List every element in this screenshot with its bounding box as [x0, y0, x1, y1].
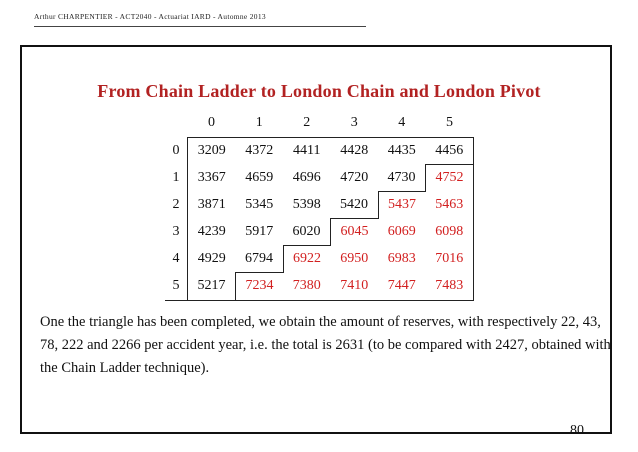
observed-cell: 4239 [197, 224, 226, 239]
predicted-cell: 5437 [388, 197, 416, 213]
observed-cell: 6020 [283, 219, 331, 246]
predicted-cell: 7016 [426, 246, 474, 273]
observed-cell: 4411 [283, 137, 331, 165]
row-label: 4 [165, 246, 188, 273]
corner-cell [165, 110, 188, 137]
observed-cell: 4929 [197, 251, 226, 266]
observed-cell: 4456 [426, 137, 474, 165]
column-header: 4 [398, 115, 406, 131]
table-row [165, 219, 474, 246]
header-rule [34, 26, 366, 27]
row-label: 1 [165, 165, 188, 192]
predicted-cell: 6045 [340, 224, 369, 240]
observed-cell: 5345 [245, 197, 274, 212]
running-header: Arthur CHARPENTIER - ACT2040 - Actuariat IARD - Automne 2013 [34, 12, 266, 21]
observed-cell: 4696 [292, 170, 321, 185]
observed-cell: 5217 [188, 273, 236, 301]
predicted-cell: 5463 [426, 192, 474, 219]
observed-cell: 4730 [378, 165, 426, 192]
row-label: 3 [165, 219, 188, 246]
table-row [165, 137, 474, 165]
observed-cell: 4372 [236, 137, 284, 165]
observed-cell: 4428 [331, 137, 379, 165]
table-header-row [165, 110, 474, 137]
column-header: 5 [446, 115, 453, 131]
column-header: 0 [208, 115, 215, 131]
column-header: 2 [303, 115, 311, 131]
loss-triangle [165, 110, 474, 301]
predicted-cell: 7380 [283, 273, 331, 301]
predicted-cell: 6098 [426, 219, 474, 246]
slide-title: From Chain Ladder to London Chain and London Pivot [97, 81, 541, 101]
observed-cell: 6794 [236, 246, 284, 273]
table-row [165, 192, 474, 219]
observed-cell: 5398 [292, 197, 321, 212]
table-row [165, 246, 474, 273]
triangle-body [165, 137, 474, 300]
observed-cell: 4435 [378, 137, 426, 165]
predicted-cell: 7410 [331, 273, 379, 301]
predicted-cell: 6983 [387, 251, 416, 266]
predicted-cell: 7234 [236, 273, 284, 301]
predicted-cell: 6922 [293, 251, 321, 267]
predicted-cell: 6069 [387, 224, 416, 239]
body-paragraph: One the triangle has been completed, we obtain the amount of reserves, with respectively 22, 43, 78, 222 and 2266 per accident year, i.e. the total is 2631 (to be compared with 2427, obtained with the Chain Ladder technique). [40, 314, 611, 376]
row-label: 5 [165, 273, 188, 301]
predicted-cell: 7447 [378, 273, 426, 301]
observed-cell: 3209 [188, 137, 236, 165]
observed-cell: 5917 [245, 224, 274, 239]
predicted-cell: 6950 [340, 251, 369, 266]
row-label: 0 [165, 137, 188, 165]
column-header: 1 [255, 115, 263, 131]
observed-cell: 4659 [245, 170, 274, 185]
column-header: 3 [350, 115, 358, 131]
triangle-table [165, 110, 474, 301]
page-number: 80 [570, 423, 584, 438]
observed-cell: 4720 [340, 170, 369, 185]
table-row [165, 165, 474, 192]
row-label: 2 [165, 192, 188, 219]
observed-cell: 3367 [197, 170, 226, 185]
predicted-cell: 7483 [426, 273, 474, 301]
table-row [165, 273, 474, 301]
observed-cell: 3871 [197, 197, 226, 212]
observed-cell: 5420 [331, 192, 379, 219]
predicted-cell: 4752 [426, 165, 474, 192]
